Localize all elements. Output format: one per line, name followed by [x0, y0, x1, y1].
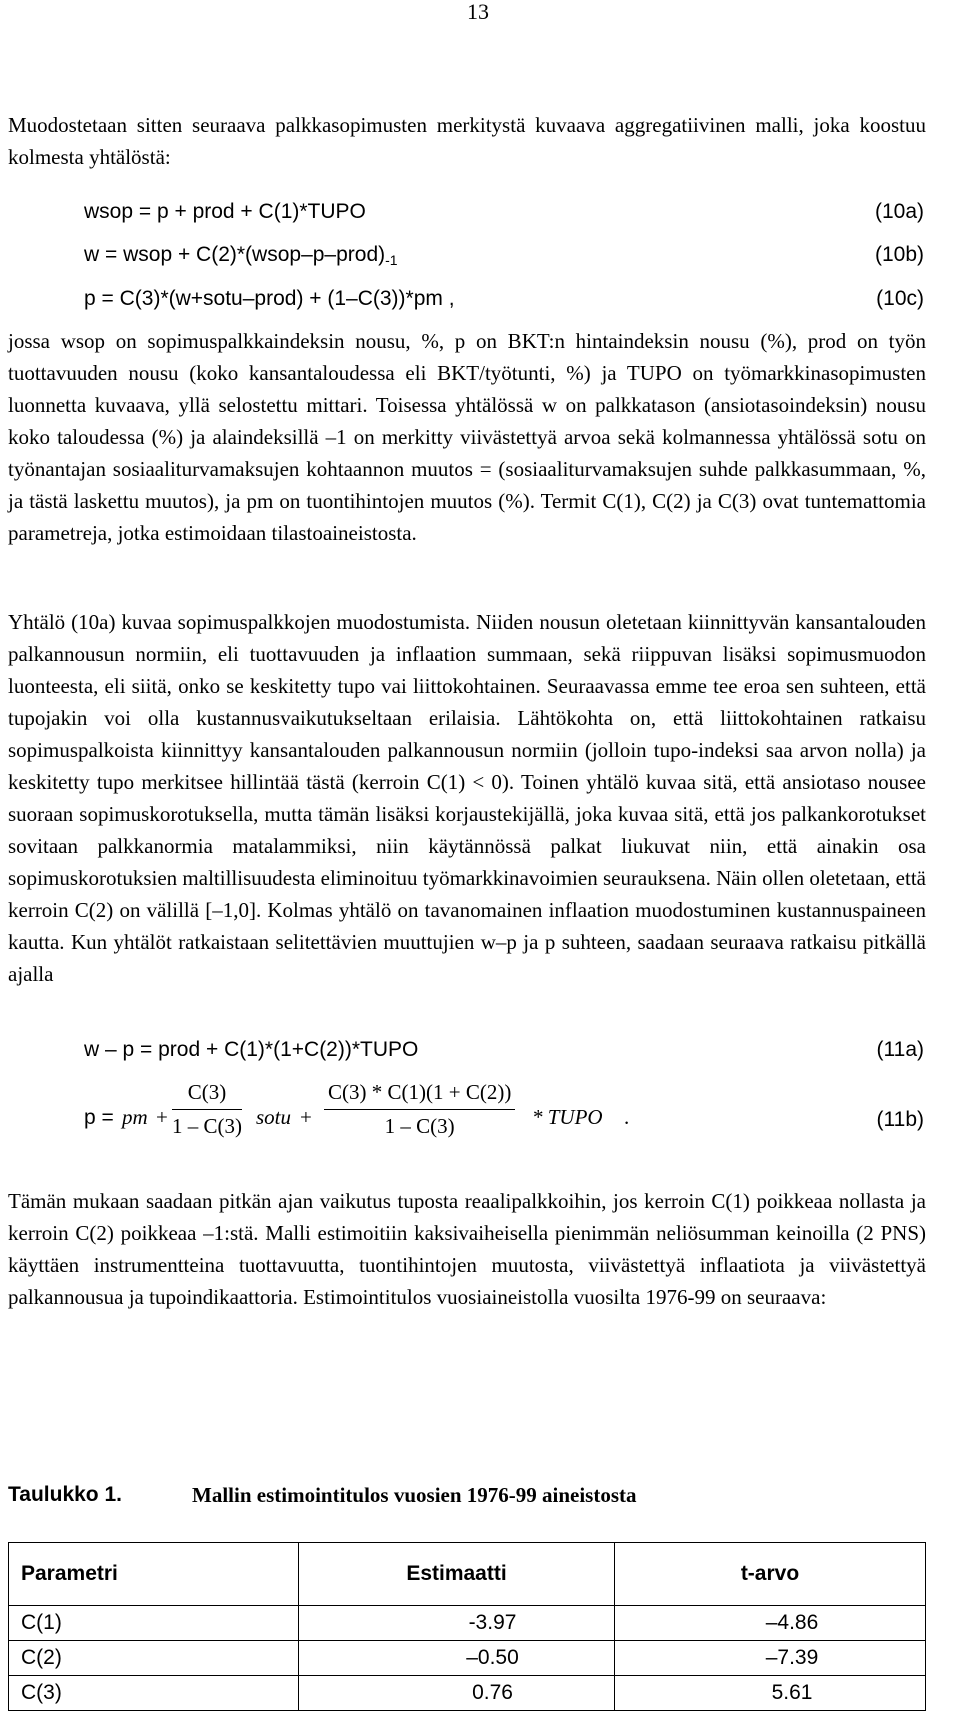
table-caption — [8, 1483, 637, 1507]
equation-10c-tag: (10c) — [876, 287, 924, 310]
cell-parameter: C(1) — [9, 1606, 299, 1641]
cell-t-value: 5.61 — [615, 1676, 926, 1711]
equation-11a-body: w – p = prod + C(1)*(1+C(2))*TUPO — [84, 1038, 419, 1061]
table-caption-title: Mallin estimointitulos vuosien 1976-99 aineistosta — [192, 1483, 637, 1507]
header-estimate: Estimaatti — [299, 1543, 615, 1606]
estimation-paragraph: Tämän mukaan saadaan pitkän ajan vaikutus tuposta reaalipalkkoihin, jos kerroin C(1) poikkeaa nollasta ja kerroin C(2) poikkeaa –1:stä. Malli estimoitiin kaksivaiheisella pienimmän neliösumman keinoilla (2 PNS) käyttäen instrumentteina tuottavuutta, tuontihintojen muutosta, viivästettyä inflaatiota ja viivästettyä palkannousua ja tupoindikaattoria. Estimointitulos vuosiaineistolla vuosilta 1976-99 on seuraava: — [8, 1189, 926, 1309]
equation-11b-label: p = — [84, 1106, 114, 1129]
estimation-table — [8, 1542, 926, 1711]
fraction-2-denominator: 1 – C(3) — [384, 1114, 455, 1138]
equation-10a-tag: (10a) — [874, 200, 924, 223]
cell-t-value: –7.39 — [615, 1641, 926, 1676]
cell-estimate: –0.50 — [299, 1641, 615, 1676]
equation-10a-body: wsop = p + prod + C(1)*TUPO — [84, 200, 366, 223]
equation-11b-plus-1: + — [156, 1105, 168, 1129]
equation-10c-body: p = C(3)*(w+sotu–prod) + (1–C(3))*pm , — [84, 287, 455, 310]
table-header-row — [9, 1543, 926, 1606]
equation-10b-body: w = wsop + C(2)*(wsop–p–prod) — [84, 243, 386, 266]
table-caption-label: Taulukko 1. — [8, 1483, 122, 1506]
equation-11a-tag: (11a) — [876, 1038, 924, 1061]
intro-paragraph: Muodostetaan sitten seuraava palkkasopimusten merkitystä kuvaava aggregatiivinen malli, joka koostuu kolmesta yhtälöstä: — [8, 113, 926, 169]
table-row — [9, 1641, 926, 1676]
cell-parameter: C(3) — [9, 1676, 299, 1711]
fraction-1-denominator: 1 – C(3) — [172, 1114, 242, 1138]
equation-11b-period: . — [624, 1105, 630, 1129]
fraction-1-numerator: C(3) — [172, 1080, 242, 1110]
equation-10b-subscript: -1 — [385, 252, 398, 268]
interpretation-paragraph: Yhtälö (10a) kuvaa sopimuspalkkojen muodostumista. Niiden nousun oletetaan kiinnittyvän kansantalouden palkannousun normiin, eli tuottavuuden ja inflaation summaan, sekä riippuvan lisäksi sopimusmuodon luonteesta, eli siitä, onko se keskitetty tupo vai liittokohtainen. Seuraavassa emme tee eroa sen suhteen, että tupojakin voi olla kustannusvaikutukseltaan erilaisia. Lähtökohta on, että liittokohtainen ratkaisu sopimuspalkoista kiinnittyy kansantalouden palkannousun normiin (jolloin tupo-indeksi saa arvon nolla) ja keskitetty tupo merkitsee hillintää tästä (kerroin C(1) < 0). Toinen yhtälö kuvaa sitä, että ansiotaso nousee suoraan sopimuskorotuksella, mutta tämän lisäksi korjaustekijällä, joka kuvaa sitä, että jos palkankorotukset sovitaan palkkanormia matalammiksi, niin käytännössä palkat liukuvat niin, että ainakin osa sopimuskorotuksien maltillisuudesta eliminoituu työmarkkinavoimien seurauksena. Näin ollen oletetaan, että kerroin C(2) on välillä [–1,0]. Kolmas yhtälö on tavanomainen inflaation muodostuminen kustannuspaineen kautta. Kun yhtälöt ratkaistaan selitettävien muuttujien w–p ja p suhteen, saadaan seuraava ratkaisu pitkällä ajalla — [8, 610, 926, 986]
equation-10b-tag: (10b) — [874, 243, 924, 266]
equation-11b-plus-2: + — [300, 1105, 312, 1129]
cell-estimate: 0.76 — [299, 1676, 615, 1711]
equation-11b-fraction-1 — [172, 1080, 242, 1139]
page-number: 13 — [467, 0, 489, 24]
table-row — [9, 1676, 926, 1711]
cell-t-value: –4.86 — [615, 1606, 926, 1641]
equation-11b-tupo: * TUPO — [532, 1105, 603, 1129]
cell-estimate: -3.97 — [299, 1606, 615, 1641]
equation-11b-fraction-2 — [324, 1080, 515, 1139]
equation-11b-pm: pm — [122, 1105, 148, 1129]
equation-11b-tag: (11b) — [876, 1108, 924, 1131]
table-row — [9, 1606, 926, 1641]
header-t-value: t-arvo — [615, 1543, 926, 1606]
cell-parameter: C(2) — [9, 1641, 299, 1676]
equation-11b — [84, 1074, 924, 1166]
fraction-2-numerator: C(3) * C(1)(1 + C(2)) — [324, 1080, 515, 1110]
equation-11b-sotu: sotu — [256, 1105, 292, 1129]
header-parameter: Parametri — [9, 1543, 299, 1606]
definitions-paragraph: jossa wsop on sopimuspalkkaindeksin nousu, %, p on BKT:n hintaindeksin nousu (%), prod on työn tuottavuuden nousu (koko kansantaloudessa eli BKT/työtunti, %) ja TUPO on työmarkkinasopimusten luonnetta kuvaava, yllä selostettu mittari. Toisessa yhtälössä w on palkkatason (ansiotasoindeksin) nousu koko taloudessa (%) ja alaindeksillä –1 on merkitty viivästettyä arvoa sekä kolmannessa yhtälössä sotu on työnantajan sosiaaliturvamaksujen kohtaannon muutos = (sosiaaliturvamaksujen suhde palkkasummaan, %, ja tästä laskettu muutos), ja pm on tuontihintojen muutos (%). Termit C(1), C(2) ja C(3) ovat tuntemattomia parametreja, jotka estimoidaan tilastoaineistosta. — [8, 329, 926, 545]
